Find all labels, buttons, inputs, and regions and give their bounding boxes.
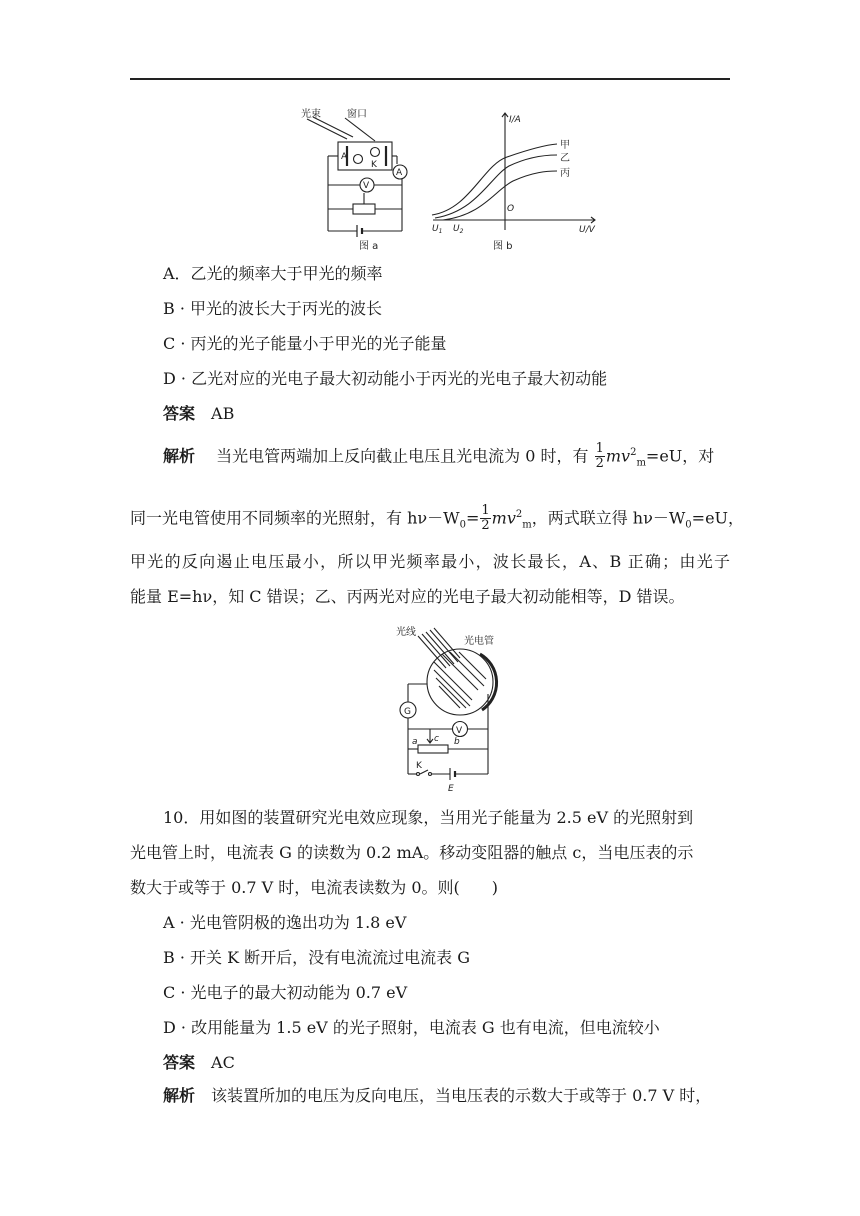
curve-label-jia: 甲 [560,140,570,151]
q9-option-c: C · 丙光的光子能量小于甲光的光子能量 [163,334,447,353]
q10-explanation-line-1 [163,1084,711,1108]
label-switch-k: K [416,761,422,771]
text-segment: =eU， [691,508,745,528]
answer-label: 答案 [163,404,196,423]
caption-fig-a: 图 a [359,241,379,252]
graph-u2-label: $U_2$ [453,224,464,235]
answer-label: 答案 [163,1053,196,1072]
graph-y-axis-label: I/A [509,115,521,125]
q9-option-b: B · 甲光的波长大于丙光的波长 [163,299,383,318]
formula-mv: mv [605,446,631,466]
q10-option-a: A · 光电管阴极的逸出功为 1.8 eV [163,913,407,932]
q9-explanation-line-2 [130,503,745,538]
header-rule [130,78,730,80]
label-source-e: E [448,784,454,794]
text-segment: =eU，对 [645,446,715,466]
fraction-one-half [480,504,490,533]
label-window: 窗口 [347,109,367,120]
q9-option-d: D · 乙光对应的光电子最大初动能小于丙光的光电子最大初动能 [163,369,608,388]
label-ammeter: A [396,168,403,178]
text-segment: 该装置所加的电压为反向电压，当电压表的示数大于或等于 0.7 V 时， [211,1086,712,1105]
label-beam: 光束 [301,109,321,120]
q9-explanation-line-1 [163,441,714,476]
label-c: c [434,734,439,744]
curve-label-yi: 乙 [560,153,570,164]
superscript: 2 [515,509,523,520]
subscript: 0 [685,519,692,531]
superscript: 2 [630,447,637,458]
answer-value: AB [211,404,235,423]
graph-u1-label: $U_1$ [432,224,443,235]
figure-phototube-circuit [390,622,500,794]
text-segment: ，两式联立得 hν－W [531,508,686,528]
q10-stem-line-1: 10．用如图的装置研究光电效应现象，当用光子能量为 2.5 eV 的光照射到 [163,808,694,827]
text-segment: 同一光电管使用不同频率的光照射，有 hν－W [130,508,460,528]
label-cathode: K [371,160,377,170]
label-b: b [454,737,460,747]
fraction-numerator: 1 [481,503,490,519]
subscript: 0 [459,519,466,531]
graph-x-axis-label: U/V [579,225,595,235]
explanation-label: 解析 [163,446,196,466]
q10-option-c: C · 光电子的最大初动能为 0.7 eV [163,983,408,1002]
fraction-one-half [595,442,605,471]
caption-fig-b: 图 b [493,241,513,252]
fraction-numerator: 1 [595,441,604,457]
graph-origin-label: O [507,204,515,214]
subscript: m [636,457,646,469]
q9-explanation-line-3: 甲光的反向遏止电压最小，所以甲光频率最小，波长最长，A、B 正确；由光子 [130,552,730,571]
label-light-rays: 光线 [396,627,416,638]
q10-option-b: B · 开关 K 断开后，没有电流流过电流表 G [163,948,471,967]
figure-photoelectric-circuit-and-graph [295,105,605,255]
q10-stem-line-3: 数大于或等于 0.7 V 时，电流表读数为 0。则( ) [130,878,499,897]
explanation-label: 解析 [163,1086,196,1105]
label-a: a [412,737,418,747]
text-segment: = [465,508,480,528]
answer-value: AC [211,1053,235,1072]
fraction-denominator: 2 [595,456,604,472]
q10-answer [163,1051,235,1075]
q10-stem-line-2: 光电管上时，电流表 G 的读数为 0.2 mA。移动变阻器的触点 c，当电压表的示 [130,843,694,862]
label-phototube: 光电管 [464,636,494,647]
text-segment: 当光电管两端加上反向截止电压且光电流为 0 时，有 [216,446,589,466]
q9-option-a: A．乙光的频率大于甲光的频率 [163,264,383,283]
q10-option-d: D · 改用能量为 1.5 eV 的光子照射，电流表 G 也有电流，但电流较小 [163,1018,660,1037]
label-voltmeter: V [456,726,463,736]
q9-answer [163,402,234,426]
label-voltmeter: V [363,181,370,191]
curve-label-bing: 丙 [560,168,570,179]
subscript: m [522,519,532,531]
formula-mv: mv [491,508,516,528]
label-anode: A [341,152,348,162]
fraction-denominator: 2 [481,518,490,534]
circuit-diagram-a [307,117,407,237]
label-galvanometer: G [404,707,411,717]
q9-explanation-line-4: 能量 E=hν，知 C 错误；乙、丙两光对应的光电子最大初动能相等，D 错误。 [130,587,685,606]
